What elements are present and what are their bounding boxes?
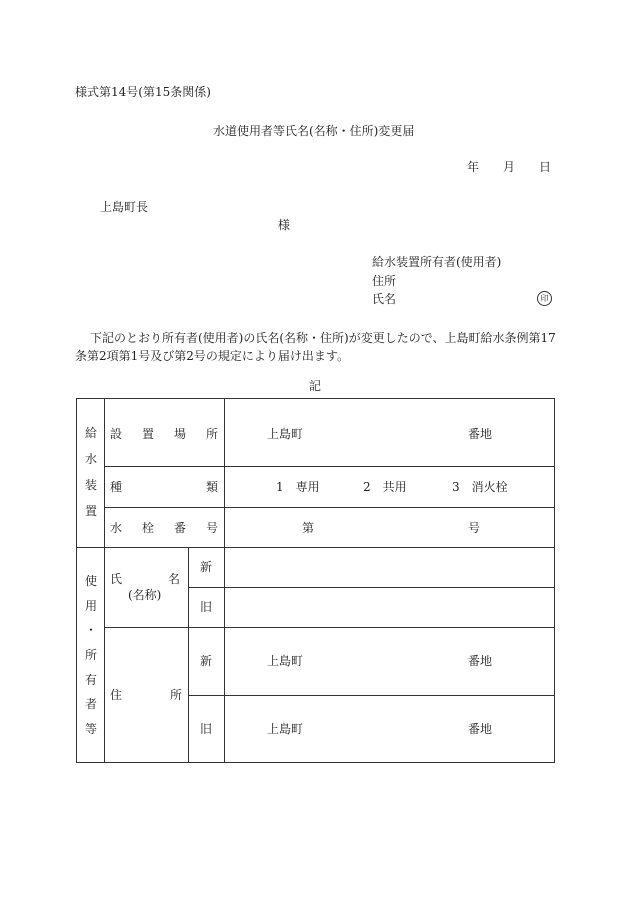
addressee-honorific: 様 xyxy=(278,218,291,232)
location-label: 設 置 場 所 xyxy=(110,427,218,441)
addressee-name: 上島町長 xyxy=(100,200,149,214)
table-line xyxy=(188,547,189,763)
applicant-address-label: 住所 xyxy=(372,274,397,288)
address-label: 住 所 xyxy=(110,688,182,702)
supply-device-header: 給 水 装 置 xyxy=(84,426,97,518)
type-option-shared: 2 共用 xyxy=(363,480,407,494)
type-label: 種 類 xyxy=(110,480,218,494)
address-old-banchi: 番地 xyxy=(468,722,493,736)
type-option-fire-hydrant: 3 消火栓 xyxy=(452,480,508,494)
table-line xyxy=(224,398,225,547)
table-line xyxy=(104,507,555,508)
table-line xyxy=(104,398,105,763)
table-line xyxy=(224,547,225,763)
type-option-private: 1 専用 xyxy=(276,480,320,494)
body-line-1: 下記のとおり所有者(使用者)の氏名(名称・住所)が変更したので、上島町給水条例第17 xyxy=(90,331,556,345)
table-line xyxy=(104,466,555,467)
user-owner-header: 使 用 ・ 所 有 者 等 xyxy=(84,574,97,736)
name-sub-label: (名称) xyxy=(128,588,162,602)
body-line-2: 条第2項第1号及び第2号の規定により届け出ます。 xyxy=(75,349,349,363)
name-new-label: 新 xyxy=(200,560,213,574)
address-new-label: 新 xyxy=(200,654,213,668)
table-line xyxy=(104,627,555,628)
table-line xyxy=(76,547,555,548)
location-banchi: 番地 xyxy=(468,427,493,441)
date-day: 日 xyxy=(539,160,552,174)
ki-heading: 記 xyxy=(309,379,322,393)
form-number: 様式第14号(第15条関係) xyxy=(75,85,211,99)
address-old-town: 上島町 xyxy=(267,722,304,736)
applicant-name-label: 氏名 xyxy=(372,292,397,306)
address-new-town: 上島町 xyxy=(267,654,304,668)
date-month: 月 xyxy=(503,160,516,174)
hydrant-number-label: 水 栓 番 号 xyxy=(110,521,218,535)
address-new-banchi: 番地 xyxy=(468,654,493,668)
page-title: 水道使用者等氏名(名称・住所)変更届 xyxy=(213,124,415,138)
table-line xyxy=(188,695,555,696)
location-town: 上島町 xyxy=(267,427,304,441)
name-old-label: 旧 xyxy=(200,600,213,614)
applicant-role: 給水装置所有者(使用者) xyxy=(372,255,502,269)
hydrant-prefix: 第 xyxy=(302,521,315,535)
address-old-label: 旧 xyxy=(200,722,213,736)
hydrant-suffix: 号 xyxy=(468,521,481,535)
name-label: 氏 名 xyxy=(110,572,180,586)
date-year: 年 xyxy=(467,160,480,174)
seal-mark: 印 xyxy=(537,291,552,306)
table-line xyxy=(188,587,555,588)
